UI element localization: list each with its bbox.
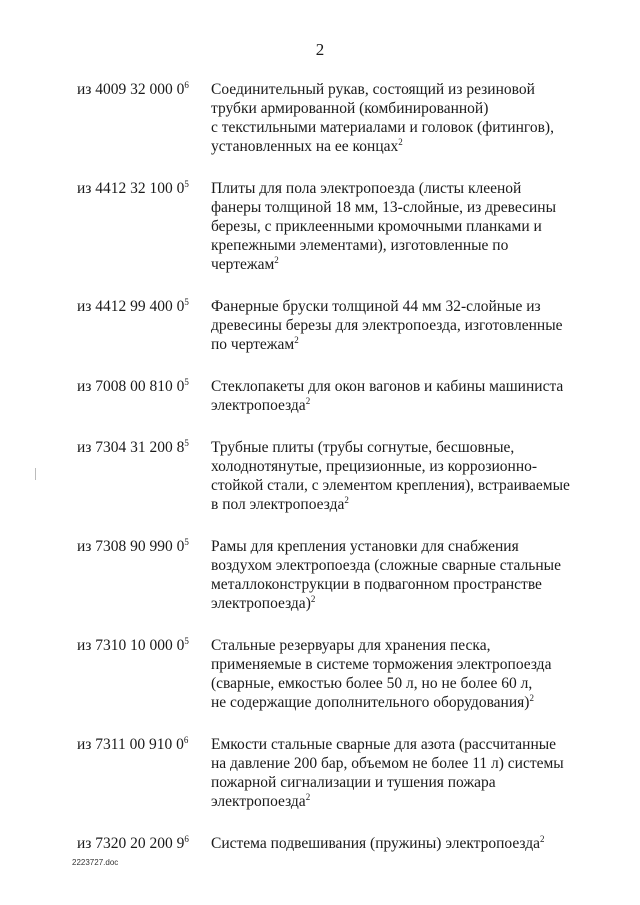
tnved-code-text: из 7008 00 810 0 [77,378,185,395]
goods-description-footnote: 2 [310,593,316,604]
goods-description-footnote: 2 [305,791,311,802]
goods-description-text: Емкости стальные сварные для азота (рассчитанные на давление 200 бар, объемом не более 11 л) системы пожарной сигнализации и тушения пожара электропоезда [211,736,564,810]
tnved-code-footnote: 6 [184,833,189,844]
tnved-code-footnote: 5 [184,536,189,547]
goods-description [211,735,577,811]
tnved-code-text: из 4412 99 400 0 [77,298,185,315]
goods-description-footnote: 2 [344,494,349,505]
goods-description-text: Соединительный рукав, состоящий из резиновой трубки армированной (комбинированной) с текстильными материалами и головок (фитингов), установленных на ее концах [211,81,554,155]
tariff-entry [77,438,577,514]
footer-filename: 2223727.doc [72,858,119,867]
tnved-code-text: из 7308 90 990 0 [77,538,185,555]
tnved-code-footnote: 6 [184,79,189,90]
tnved-code-footnote: 5 [184,296,189,307]
goods-description-footnote: 2 [529,692,534,703]
goods-description-text: Плиты для пола электропоезда (листы клееной фанеры толщиной 18 мм, 13-слойные, из древесины березы, с приклеенными кромочными планками и крепежными элементами), изготовленные по чертежам [211,180,557,273]
tnved-code-text: из 7311 00 910 0 [77,736,184,753]
goods-description-footnote: 2 [398,136,403,147]
tnved-code-footnote: 6 [183,734,189,745]
tnved-code-text: из 7320 20 200 9 [77,835,185,852]
tnved-code-footnote: 5 [184,635,189,646]
tariff-entry [77,297,577,354]
page-number: 2 [315,40,325,59]
goods-description-text: Стеклопакеты для окон вагонов и кабины машиниста электропоезда [211,378,564,414]
goods-description [211,297,577,354]
goods-description-footnote: 2 [274,254,279,265]
goods-description [211,537,577,613]
goods-description [211,179,577,274]
goods-description [211,80,577,156]
goods-description-text: Трубные плиты (трубы согнутые, бесшовные, холоднотянутые, прецизионные, из коррозионно- стойкой стали, с элементом крепления), встраиваемые в пол электропоезда [211,439,570,513]
goods-description [211,438,577,514]
goods-description-footnote: 2 [540,833,545,844]
goods-description-text: Рамы для крепления установки для снабжения воздухом электропоезда (сложные сварные стальные металлоконструкции в подвагонном пространстве электропоезда) [211,538,561,612]
tnved-code-text: из 7304 31 200 8 [77,439,185,456]
tnved-code-text: из 7310 10 000 0 [77,637,185,654]
tnved-code [77,179,211,274]
tnved-code [77,834,211,853]
goods-description [211,834,577,853]
tariff-code-list [77,80,577,876]
tnved-code [77,80,211,156]
tnved-code-footnote: 5 [184,178,189,189]
tariff-entry [77,636,577,712]
tnved-code-footnote: 5 [184,376,189,387]
tnved-code-text: из 4412 32 100 0 [77,180,185,197]
goods-description-text: Стальные резервуары для хранения песка, применяемые в системе торможения электропоезда (сварные, емкостью более 50 л, но не более 60 л, не содержащие дополнительного оборудования) [211,637,552,711]
tnved-code [77,297,211,354]
tnved-code-text: из 4009 32 000 0 [77,81,185,98]
tariff-entry [77,179,577,274]
tnved-code [77,636,211,712]
tariff-entry [77,834,577,853]
goods-description-footnote: 2 [294,334,299,345]
tnved-code [77,438,211,514]
goods-description [211,636,577,712]
goods-description [211,377,577,415]
tnved-code-footnote: 5 [184,437,189,448]
tariff-entry [77,537,577,613]
goods-description-text: Фанерные бруски толщиной 44 мм 32-слойные из древесины березы для электропоезда, изготовленные по чертежам [211,298,563,353]
tariff-entry [77,80,577,156]
tariff-entry [77,377,577,415]
goods-description-footnote: 2 [305,395,311,406]
margin-mark [35,468,36,480]
tnved-code [77,735,211,811]
tnved-code [77,377,211,415]
tariff-entry [77,735,577,811]
goods-description-text: Система подвешивания (пружины) электропоезда [211,835,541,852]
tnved-code [77,537,211,613]
